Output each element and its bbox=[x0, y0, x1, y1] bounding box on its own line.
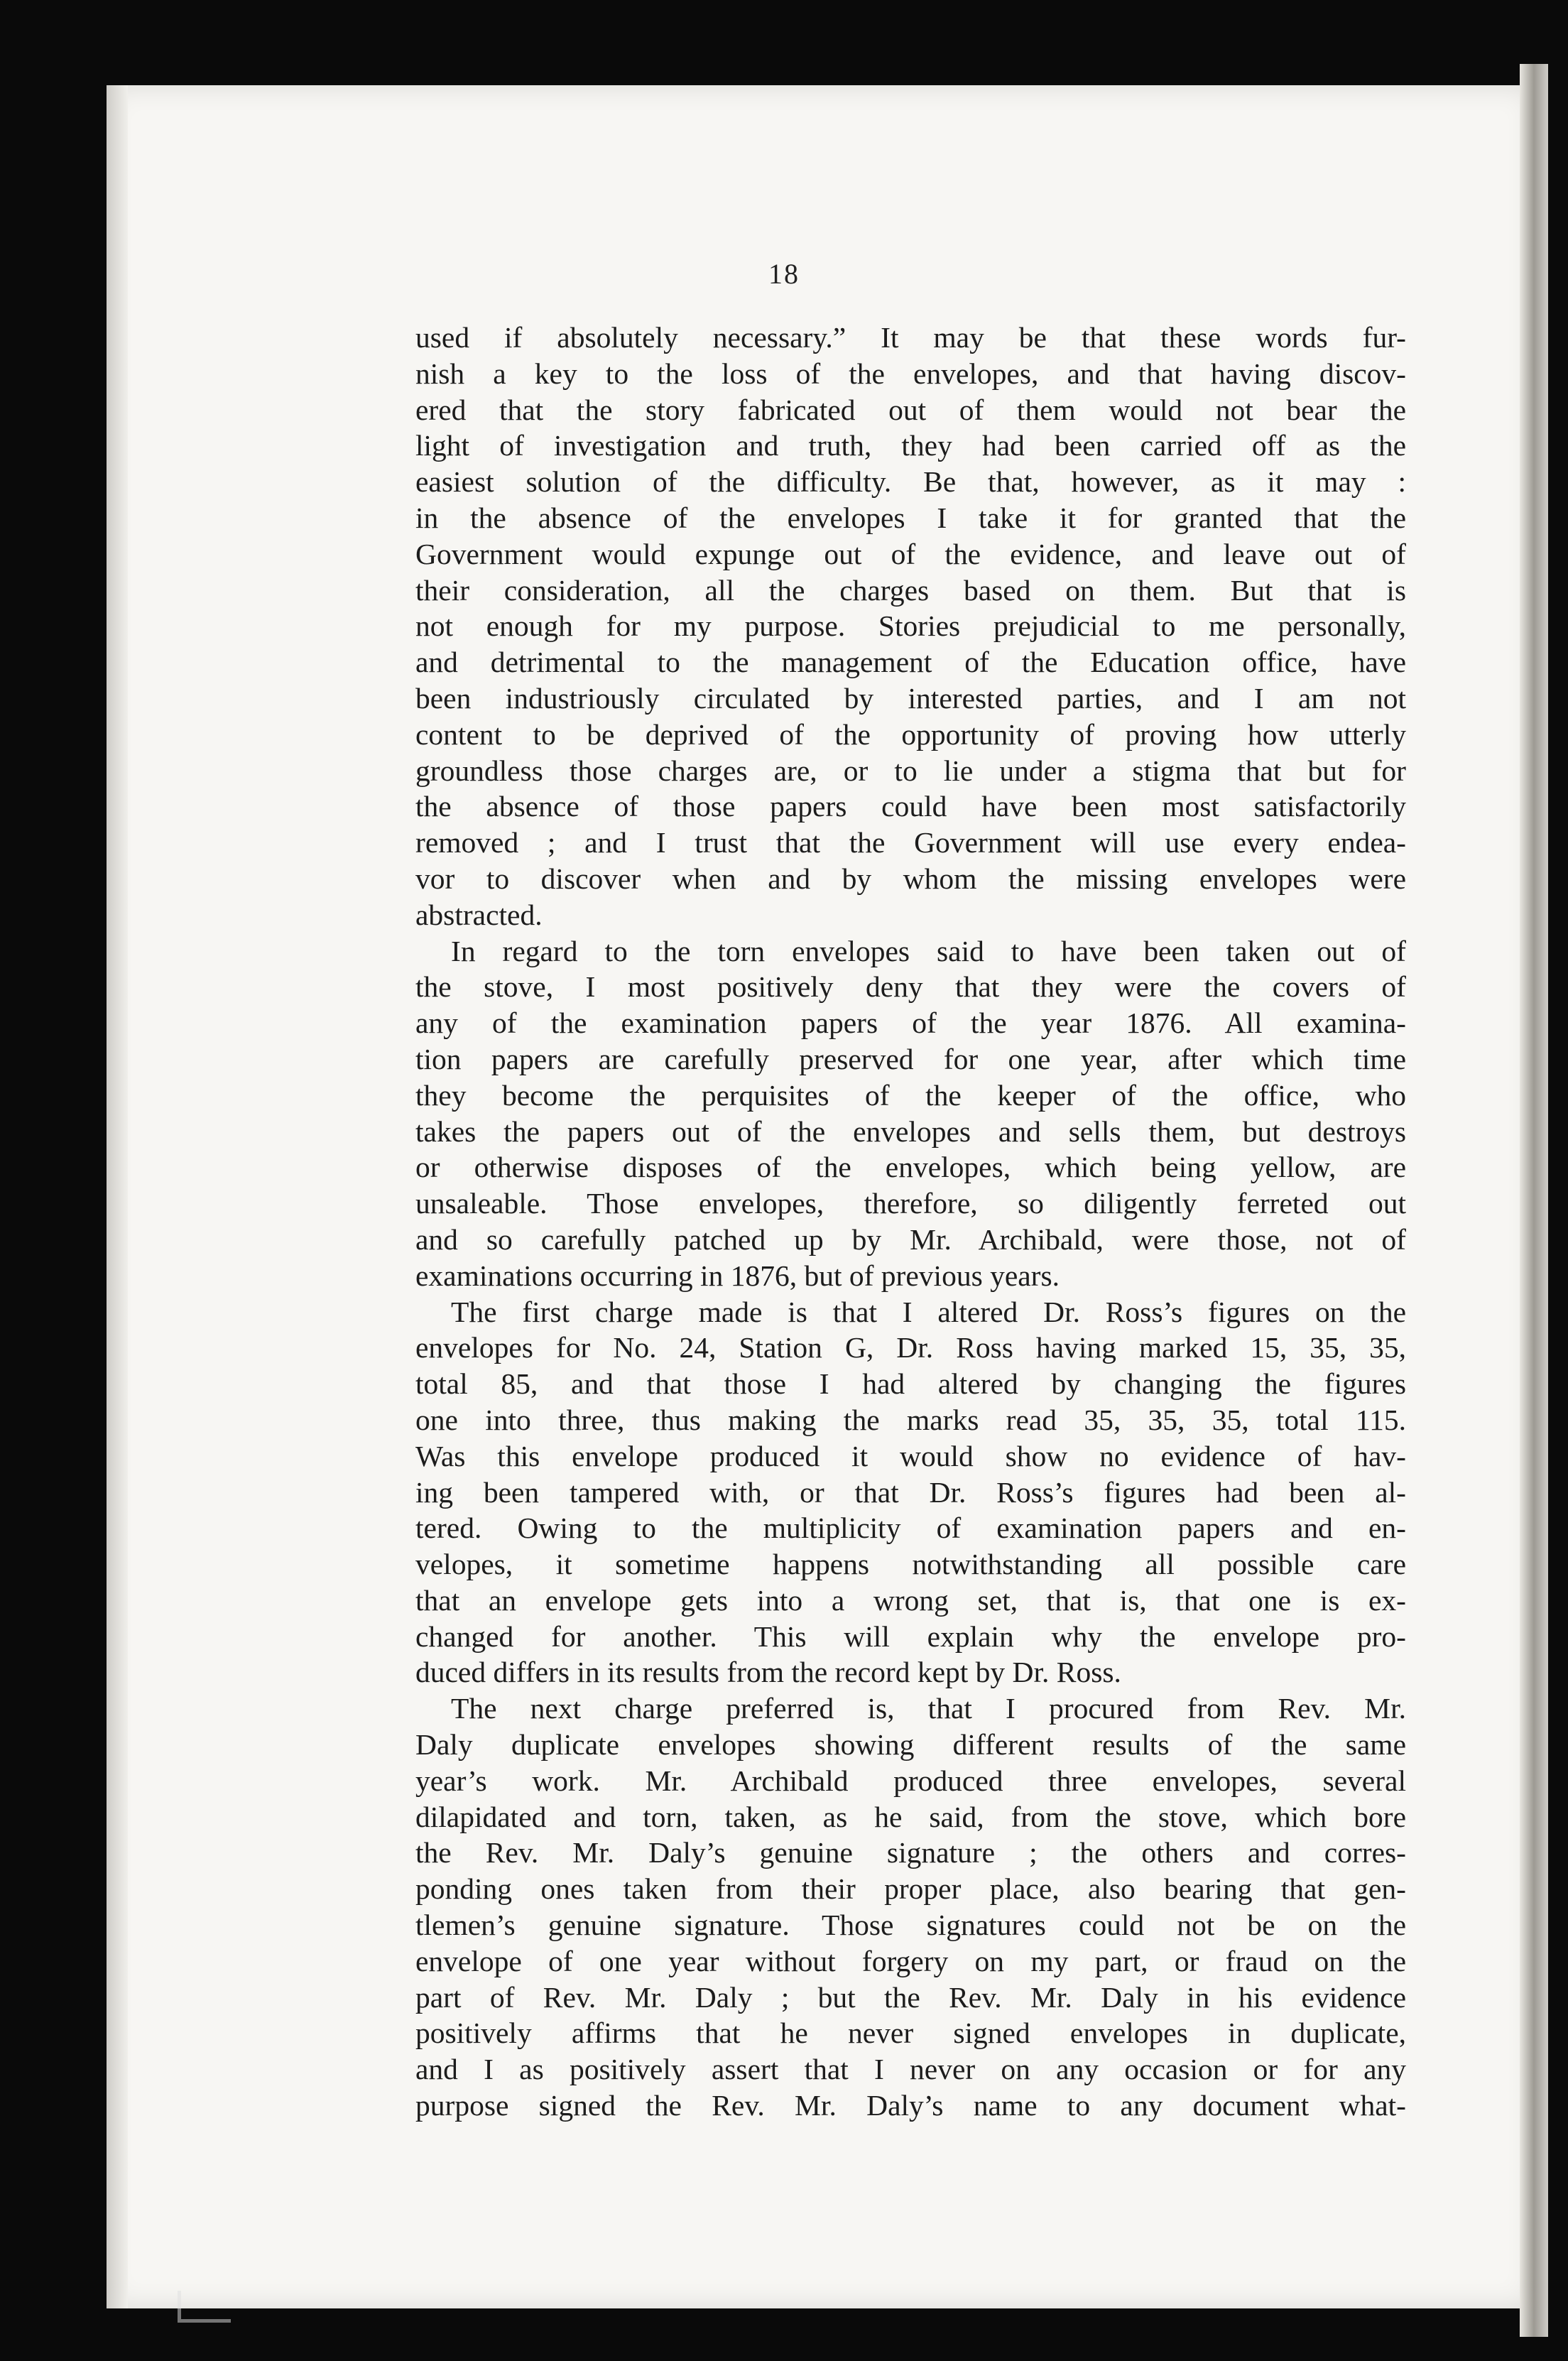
text-line: velopes, it sometime happens notwithstanding all possible care bbox=[415, 1548, 1406, 1581]
text-line: duced differs in its results from the record kept by Dr. Ross. bbox=[415, 1656, 1121, 1689]
text-line: light of investigation and truth, they had been carried off as the bbox=[415, 429, 1406, 462]
text-line: unsaleable. Those envelopes, therefore, so diligently ferreted out bbox=[415, 1187, 1406, 1220]
text-line: year’s work. Mr. Archibald produced three envelopes, several bbox=[415, 1764, 1406, 1797]
text-line: Daly duplicate envelopes showing different results of the same bbox=[415, 1728, 1406, 1762]
text-line: The next charge preferred is, that I procured from Rev. Mr. bbox=[451, 1692, 1406, 1725]
text-line: takes the papers out of the envelopes and sells them, but destroys bbox=[415, 1114, 1406, 1148]
text-line: part of Rev. Mr. Daly ; but the Rev. Mr. Daly in his evidence bbox=[415, 1980, 1406, 2014]
text-line: abstracted. bbox=[415, 898, 543, 931]
text-line: In regard to the torn envelopes said to have been taken out of bbox=[451, 934, 1406, 967]
page-right-edge bbox=[1520, 64, 1548, 2337]
text-line: removed ; and I trust that the Government will use every endea- bbox=[415, 826, 1406, 859]
text-line: examinations occurring in 1876, but of previous years. bbox=[415, 1259, 1060, 1292]
text-line: and so carefully patched up by Mr. Archibald, were those, not of bbox=[415, 1222, 1406, 1256]
text-line: vor to discover when and by whom the missing envelopes were bbox=[415, 862, 1406, 895]
text-line: The first charge made is that I altered Dr. Ross’s figures on the bbox=[451, 1295, 1406, 1328]
text-line: envelopes for No. 24, Station G, Dr. Ross having marked 15, 35, 35, bbox=[415, 1331, 1406, 1364]
page-number: 18 bbox=[768, 258, 800, 290]
page-left-edge bbox=[107, 85, 128, 2308]
text-line: one into three, thus making the marks read 35, 35, 35, total 115. bbox=[415, 1403, 1406, 1436]
text-line: purpose signed the Rev. Mr. Daly’s name to any document what- bbox=[415, 2089, 1406, 2122]
text-line: content to be deprived of the opportunity of proving how utterly bbox=[415, 717, 1406, 751]
text-line: tered. Owing to the multiplicity of examination papers and en- bbox=[415, 1511, 1406, 1545]
text-line: they become the perquisites of the keeper of the office, who bbox=[415, 1078, 1406, 1112]
text-line: ponding ones taken from their proper place, also bearing that gen- bbox=[415, 1872, 1406, 1906]
text-line: ing been tampered with, or that Dr. Ross’s figures had been al- bbox=[415, 1475, 1406, 1509]
text-line: changed for another. This will explain why the envelope pro- bbox=[415, 1619, 1406, 1653]
text-line: Was this envelope produced it would show no evidence of hav- bbox=[415, 1439, 1406, 1472]
text-line: any of the examination papers of the year 1876. All examina- bbox=[415, 1006, 1406, 1040]
text-line: not enough for my purpose. Stories prejudicial to me personally, bbox=[415, 609, 1406, 643]
text-line: tion papers are carefully preserved for one year, after which time bbox=[415, 1042, 1406, 1075]
text-line: total 85, and that those I had altered by changing the figures bbox=[415, 1367, 1406, 1401]
text-line: Government would expunge out of the evidence, and leave out of bbox=[415, 537, 1406, 570]
text-line: nish a key to the loss of the envelopes, and that having discov- bbox=[415, 357, 1406, 390]
text-line: the absence of those papers could have been most satisfactorily bbox=[415, 790, 1406, 823]
text-line: easiest solution of the difficulty. Be that, however, as it may : bbox=[415, 465, 1406, 499]
text-line: envelope of one year without forgery on my part, or fraud on the bbox=[415, 1944, 1406, 1977]
text-line: their consideration, all the charges based on them. But that is bbox=[415, 573, 1406, 607]
text-line: in the absence of the envelopes I take it for granted that the bbox=[415, 501, 1406, 534]
text-line: groundless those charges are, or to lie under a stigma that but for bbox=[415, 754, 1406, 787]
text-line: the Rev. Mr. Daly’s genuine signature ; the others and corres- bbox=[415, 1836, 1406, 1869]
text-line: used if absolutely necessary.” It may be that these words fur- bbox=[415, 321, 1406, 354]
text-line: or otherwise disposes of the envelopes, which being yellow, are bbox=[415, 1151, 1406, 1184]
text-line: dilapidated and torn, taken, as he said, from the stove, which bore bbox=[415, 1800, 1406, 1833]
scan-corner-mark bbox=[178, 2291, 231, 2323]
text-line: that an envelope gets into a wrong set, that is, that one is ex- bbox=[415, 1583, 1406, 1617]
text-line: positively affirms that he never signed envelopes in duplicate, bbox=[415, 2017, 1406, 2050]
body-text bbox=[415, 320, 1406, 2124]
text-line: the stove, I most positively deny that they were the covers of bbox=[415, 970, 1406, 1004]
text-line: and I as positively assert that I never on any occasion or for any bbox=[415, 2053, 1406, 2086]
text-line: ered that the story fabricated out of them would not bear the bbox=[415, 393, 1406, 426]
text-line: tlemen’s genuine signature. Those signatures could not be on the bbox=[415, 1909, 1406, 1942]
text-line: and detrimental to the management of the Education office, have bbox=[415, 646, 1406, 679]
text-line: been industriously circulated by interested parties, and I am not bbox=[415, 681, 1406, 715]
